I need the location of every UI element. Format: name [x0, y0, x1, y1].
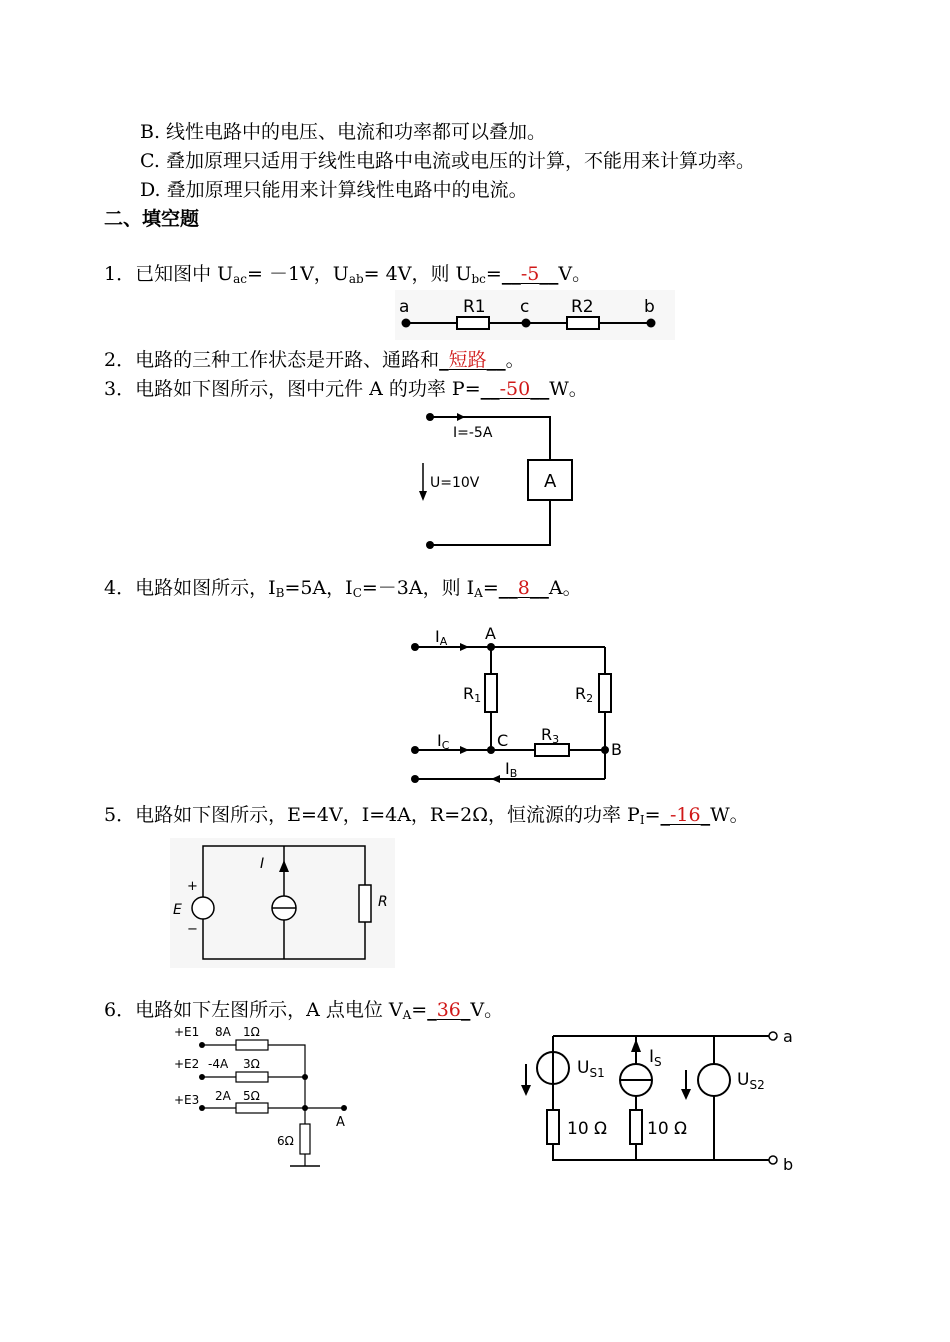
- terminal-ia: [411, 643, 419, 651]
- q4-sub-a: A: [474, 586, 483, 600]
- q4-sub-c: C: [352, 586, 362, 600]
- q6-blank-tail: _: [460, 999, 471, 1021]
- q4-unit: A。: [548, 577, 582, 599]
- label-c: c: [520, 297, 530, 317]
- r1-label: R1: [463, 684, 482, 705]
- q1-answer: -5: [520, 263, 540, 285]
- r-mid-label: 10 Ω: [647, 1119, 688, 1139]
- terminal-a: [402, 319, 411, 328]
- e-label: E: [173, 902, 182, 918]
- q3-blank-tail: __: [530, 378, 550, 400]
- q6-blank-lead: _: [427, 999, 437, 1021]
- resistor-r2: [599, 674, 611, 712]
- q1-blank-tail: __: [539, 263, 559, 285]
- q5-text: 电路如下图所示，E=4V，I=4A，R=2Ω，恒流源的功率 P: [135, 804, 640, 826]
- r2-label: R2: [575, 684, 594, 705]
- node-a-label: A: [336, 1115, 345, 1130]
- q1-text-d: =: [485, 263, 502, 285]
- question-1: [104, 262, 591, 286]
- us2-label: $U_{S2}$: [737, 1070, 765, 1092]
- question-3: [104, 377, 588, 401]
- ib-arrow-icon: [491, 775, 500, 783]
- e3-label: +E3: [174, 1093, 200, 1107]
- question-4: [104, 576, 582, 600]
- q6-sub-a: A: [402, 1008, 412, 1022]
- e2-label: +E2: [174, 1057, 200, 1071]
- question-2: [104, 348, 525, 372]
- resistor-5-ohm: [236, 1103, 268, 1113]
- ic-arrow-icon: [460, 746, 469, 754]
- r3-label: R3: [541, 725, 560, 746]
- option-c: C. 叠加原理只适用于线性电路中电流或电压的计算，不能用来计算功率。: [140, 150, 755, 172]
- q1-blank-lead: __: [501, 263, 521, 285]
- element-a-label: A: [544, 471, 557, 492]
- r-label: R: [378, 894, 388, 910]
- q3-answer: -50: [499, 378, 531, 400]
- r2-label: 3Ω: [243, 1057, 260, 1071]
- i-label: I: [260, 856, 265, 872]
- q1-sub-ab: ab: [348, 272, 364, 286]
- q1-sub-bc: bc: [471, 272, 486, 286]
- q4-text-d: =: [482, 577, 499, 599]
- figure-5-source-circuit: [170, 838, 395, 968]
- q3-text: 电路如下图所示，图中元件 A 的功率 P=: [135, 378, 481, 400]
- us2-source-icon: [698, 1064, 730, 1096]
- q4-number: 4．: [104, 577, 136, 599]
- terminal-b-label: b: [783, 1155, 794, 1174]
- figure-6-right-source-circuit: [515, 1022, 805, 1177]
- q5-answer: -16: [670, 804, 701, 826]
- e3-value: 2A: [215, 1089, 231, 1103]
- node-c: [487, 746, 495, 754]
- q6-unit: V。: [470, 999, 504, 1021]
- option-b: B. 线性电路中的电压、电流和功率都可以叠加。: [140, 121, 547, 143]
- ib-label: IB: [505, 759, 518, 780]
- q6-number: 6．: [104, 999, 136, 1021]
- terminal-b: [647, 319, 656, 328]
- node-c: [522, 319, 531, 328]
- e2-value: -4A: [208, 1057, 229, 1071]
- q3-unit: W。: [549, 378, 588, 400]
- resistor-1-ohm: [236, 1040, 268, 1050]
- figure-1-series-circuit: [395, 290, 675, 340]
- q3-blank-lead: __: [480, 378, 500, 400]
- q1-number: 1．: [104, 263, 136, 285]
- terminal-a-label: a: [783, 1027, 793, 1046]
- top-terminal: [426, 413, 434, 421]
- q4-sub-b: B: [275, 586, 285, 600]
- terminal-ic: [411, 746, 419, 754]
- q6-text: 电路如下左图所示，A 点电位 V: [135, 999, 403, 1021]
- terminal-a: [769, 1032, 777, 1040]
- node-a: [341, 1105, 347, 1111]
- label-a: a: [399, 297, 410, 317]
- node-a: [487, 643, 495, 651]
- q4-answer: 8: [517, 577, 530, 599]
- r3-label: 5Ω: [243, 1089, 260, 1103]
- label-b: b: [644, 297, 655, 317]
- ia-arrow-icon: [460, 643, 469, 651]
- label-r2: R2: [571, 297, 594, 317]
- resistor-left-10-ohm: [547, 1110, 559, 1144]
- q4-text-c: =－3A，则 I: [361, 577, 475, 599]
- ia-label: IA: [435, 627, 448, 648]
- q3-number: 3．: [104, 378, 136, 400]
- minus-label: −: [187, 922, 198, 937]
- q1-text-b: = －1V，U: [247, 263, 349, 285]
- section-title: 二、填空题: [104, 208, 200, 230]
- terminal-ib: [411, 775, 419, 783]
- q5-number: 5．: [104, 804, 136, 826]
- q5-unit: W。: [710, 804, 749, 826]
- q6-answer: 36: [436, 999, 461, 1021]
- is-arrow-icon: [631, 1039, 641, 1052]
- q2-end: 。: [505, 349, 525, 371]
- r-left-label: 10 Ω: [567, 1119, 608, 1139]
- q1-sub-ac: ac: [233, 272, 248, 286]
- resistor-r: [359, 885, 371, 922]
- r6-label: 6Ω: [277, 1134, 294, 1148]
- resistor-r2: [567, 317, 599, 329]
- plus-label: +: [187, 879, 198, 894]
- is-label: $I_S$: [649, 1047, 662, 1069]
- resistor-3-ohm: [236, 1072, 268, 1082]
- q2-blank-lead: _: [439, 349, 449, 371]
- q2-number: 2．: [104, 349, 136, 371]
- node-a-label: A: [485, 624, 496, 643]
- q4-text-b: =5A，I: [284, 577, 353, 599]
- q5-blank-lead: _: [660, 804, 670, 826]
- label-r1: R1: [463, 297, 486, 317]
- q4-blank-tail: __: [529, 577, 549, 599]
- q2-blank-tail: __: [486, 349, 506, 371]
- node-c-label: C: [497, 731, 509, 750]
- node-b: [601, 746, 609, 754]
- q1-text-a: 已知图中 U: [135, 263, 234, 285]
- q5-sub-i: I: [639, 813, 645, 827]
- e1-label: +E1: [174, 1025, 200, 1039]
- resistor-r1: [485, 674, 497, 712]
- bottom-terminal: [426, 541, 434, 549]
- terminal-b: [769, 1156, 777, 1164]
- q1-unit: V。: [558, 263, 592, 285]
- voltage-label: U=10V: [430, 475, 480, 491]
- voltage-arrow-head-icon: [419, 491, 427, 501]
- voltage-source-icon: [192, 897, 214, 919]
- current-label: I=-5A: [453, 425, 493, 441]
- r1-label: 1Ω: [243, 1025, 260, 1039]
- e1-value: 8A: [215, 1025, 231, 1039]
- q4-blank-lead: __: [498, 577, 518, 599]
- question-6: [104, 998, 503, 1022]
- us1-label: $U_{S1}$: [577, 1058, 605, 1080]
- option-d: D. 叠加原理只能用来计算线性电路中的电流。: [140, 179, 528, 201]
- figure-3-element-circuit: [415, 405, 585, 555]
- figure-6-left-potential-circuit: [172, 1020, 372, 1175]
- q1-text-c: = 4V，则 U: [363, 263, 472, 285]
- q2-text: 电路的三种工作状态是开路、通路和: [135, 349, 440, 371]
- node-b-label: B: [611, 740, 622, 759]
- question-5: [104, 803, 749, 827]
- q5-blank-tail: _: [700, 804, 711, 826]
- q4-text-a: 电路如图所示，I: [135, 577, 276, 599]
- resistor-mid-10-ohm: [630, 1110, 642, 1144]
- q5-text-b: =: [644, 804, 661, 826]
- ic-label: IC: [437, 731, 450, 752]
- current-arrow-head-icon: [457, 413, 465, 421]
- q6-text-b: =: [411, 999, 428, 1021]
- resistor-6-ohm: [300, 1124, 310, 1154]
- resistor-r1: [457, 317, 489, 329]
- q2-answer: 短路: [448, 349, 487, 371]
- figure-4-node-circuit: [405, 622, 635, 787]
